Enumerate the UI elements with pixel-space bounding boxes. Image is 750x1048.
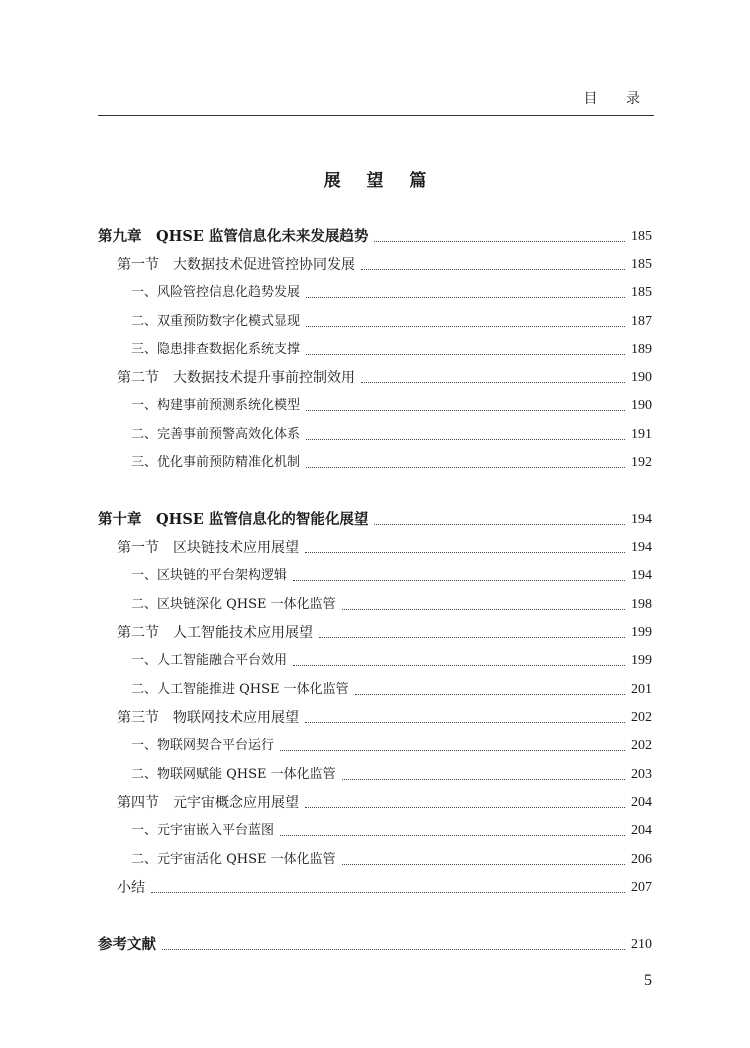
leader-dots: [374, 240, 625, 242]
toc-label: 第二节 大数据技术提升事前控制效用: [117, 370, 355, 386]
leader-dots: [293, 664, 625, 666]
toc-label: 二、完善事前预警高效化体系: [131, 427, 301, 442]
leader-dots: [162, 948, 625, 950]
toc-page: 207: [631, 880, 652, 895]
leader-dots: [306, 438, 625, 440]
toc-item[interactable]: [131, 648, 652, 672]
toc-page: 189: [631, 342, 652, 357]
leader-dots: [361, 268, 625, 270]
leader-dots: [342, 608, 625, 610]
toc-item[interactable]: [131, 422, 652, 446]
toc-label: 参考文献: [98, 936, 156, 953]
leader-dots: [305, 806, 625, 808]
running-header-title: 目 录: [583, 91, 652, 107]
toc-label: 一、元宇宙嵌入平台蓝图: [131, 823, 275, 838]
toc-page: 202: [631, 738, 652, 753]
toc-page: 199: [631, 653, 652, 668]
toc-label: 二、区块链深化 QHSE 一体化监管: [131, 597, 336, 612]
toc-item[interactable]: [131, 818, 652, 842]
toc-chapter-10[interactable]: [98, 507, 652, 531]
toc-label: 第九章 QHSE 监管信息化未来发展趋势: [98, 228, 369, 245]
toc-label: 二、元宇宙活化 QHSE 一体化监管: [131, 852, 336, 867]
toc-section[interactable]: [117, 535, 652, 559]
toc-page: 194: [631, 512, 652, 527]
toc-label: 一、区块链的平台架构逻辑: [131, 568, 288, 583]
toc-item[interactable]: [131, 847, 652, 871]
toc-section[interactable]: [117, 705, 652, 729]
toc-page: 191: [631, 427, 652, 442]
toc-page: 204: [631, 795, 652, 810]
toc-label: 一、风险管控信息化趋势发展: [131, 285, 301, 300]
leader-dots: [306, 296, 625, 298]
toc-item[interactable]: [131, 450, 652, 474]
leader-dots: [306, 325, 625, 327]
leader-dots: [361, 381, 625, 383]
toc-page: 190: [631, 398, 652, 413]
leader-dots: [306, 466, 625, 468]
toc-page: 187: [631, 314, 652, 329]
toc-page: 185: [631, 229, 652, 244]
part-title: 展 望 篇: [323, 171, 437, 191]
leader-dots: [280, 834, 625, 836]
toc-label: 第二节 人工智能技术应用展望: [117, 625, 313, 641]
toc-page: 203: [631, 767, 652, 782]
toc-page: 199: [631, 625, 652, 640]
toc-label: 一、物联网契合平台运行: [131, 738, 275, 753]
leader-dots: [342, 778, 625, 780]
toc-item[interactable]: [131, 677, 652, 701]
toc-item[interactable]: [131, 280, 652, 304]
leader-dots: [342, 863, 625, 865]
toc-page: 194: [631, 568, 652, 583]
toc-page: 206: [631, 852, 652, 867]
toc-item[interactable]: [131, 309, 652, 333]
page-number: 5: [644, 972, 652, 989]
toc-item[interactable]: [131, 762, 652, 786]
leader-dots: [151, 891, 625, 893]
toc-label: 三、优化事前预防精准化机制: [131, 455, 301, 470]
toc-item[interactable]: [131, 563, 652, 587]
toc-page: 198: [631, 597, 652, 612]
toc-page: 190: [631, 370, 652, 385]
toc-summary[interactable]: [117, 875, 652, 899]
leader-dots: [319, 636, 625, 638]
toc-page: 204: [631, 823, 652, 838]
leader-dots: [293, 579, 625, 581]
leader-dots: [306, 353, 625, 355]
toc-section[interactable]: [117, 365, 652, 389]
toc-section[interactable]: [117, 252, 652, 276]
toc-label: 二、双重预防数字化模式显现: [131, 314, 301, 329]
toc-item[interactable]: [131, 733, 652, 757]
toc-label: 一、人工智能融合平台效用: [131, 653, 288, 668]
toc-label: 三、隐患排查数据化系统支撑: [131, 342, 301, 357]
leader-dots: [305, 721, 625, 723]
toc-page: 185: [631, 285, 652, 300]
header-rule: [98, 115, 654, 116]
leader-dots: [305, 551, 625, 553]
toc-label: 一、构建事前预测系统化模型: [131, 398, 301, 413]
toc-section[interactable]: [117, 790, 652, 814]
toc-page: 201: [631, 682, 652, 697]
leader-dots: [355, 693, 625, 695]
toc-page: 210: [631, 937, 652, 952]
toc-item[interactable]: [131, 337, 652, 361]
toc-label: 第一节 区块链技术应用展望: [117, 540, 299, 556]
toc-item[interactable]: [131, 592, 652, 616]
leader-dots: [306, 409, 625, 411]
toc-label: 第四节 元宇宙概念应用展望: [117, 795, 299, 811]
toc-item[interactable]: [131, 393, 652, 417]
toc-references[interactable]: [98, 932, 652, 956]
toc-label: 二、物联网赋能 QHSE 一体化监管: [131, 767, 336, 782]
leader-dots: [280, 749, 625, 751]
toc-label: 第三节 物联网技术应用展望: [117, 710, 299, 726]
toc-page: 202: [631, 710, 652, 725]
toc-label: 第一节 大数据技术促进管控协同发展: [117, 257, 355, 273]
toc-section[interactable]: [117, 620, 652, 644]
toc-page: 185: [631, 257, 652, 272]
toc-chapter-9[interactable]: [98, 224, 652, 248]
toc-label: 二、人工智能推进 QHSE 一体化监管: [131, 682, 349, 697]
leader-dots: [374, 523, 625, 525]
toc-label: 第十章 QHSE 监管信息化的智能化展望: [98, 511, 369, 528]
toc-label: 小结: [117, 880, 145, 896]
toc-page: 192: [631, 455, 652, 470]
toc-page: 194: [631, 540, 652, 555]
